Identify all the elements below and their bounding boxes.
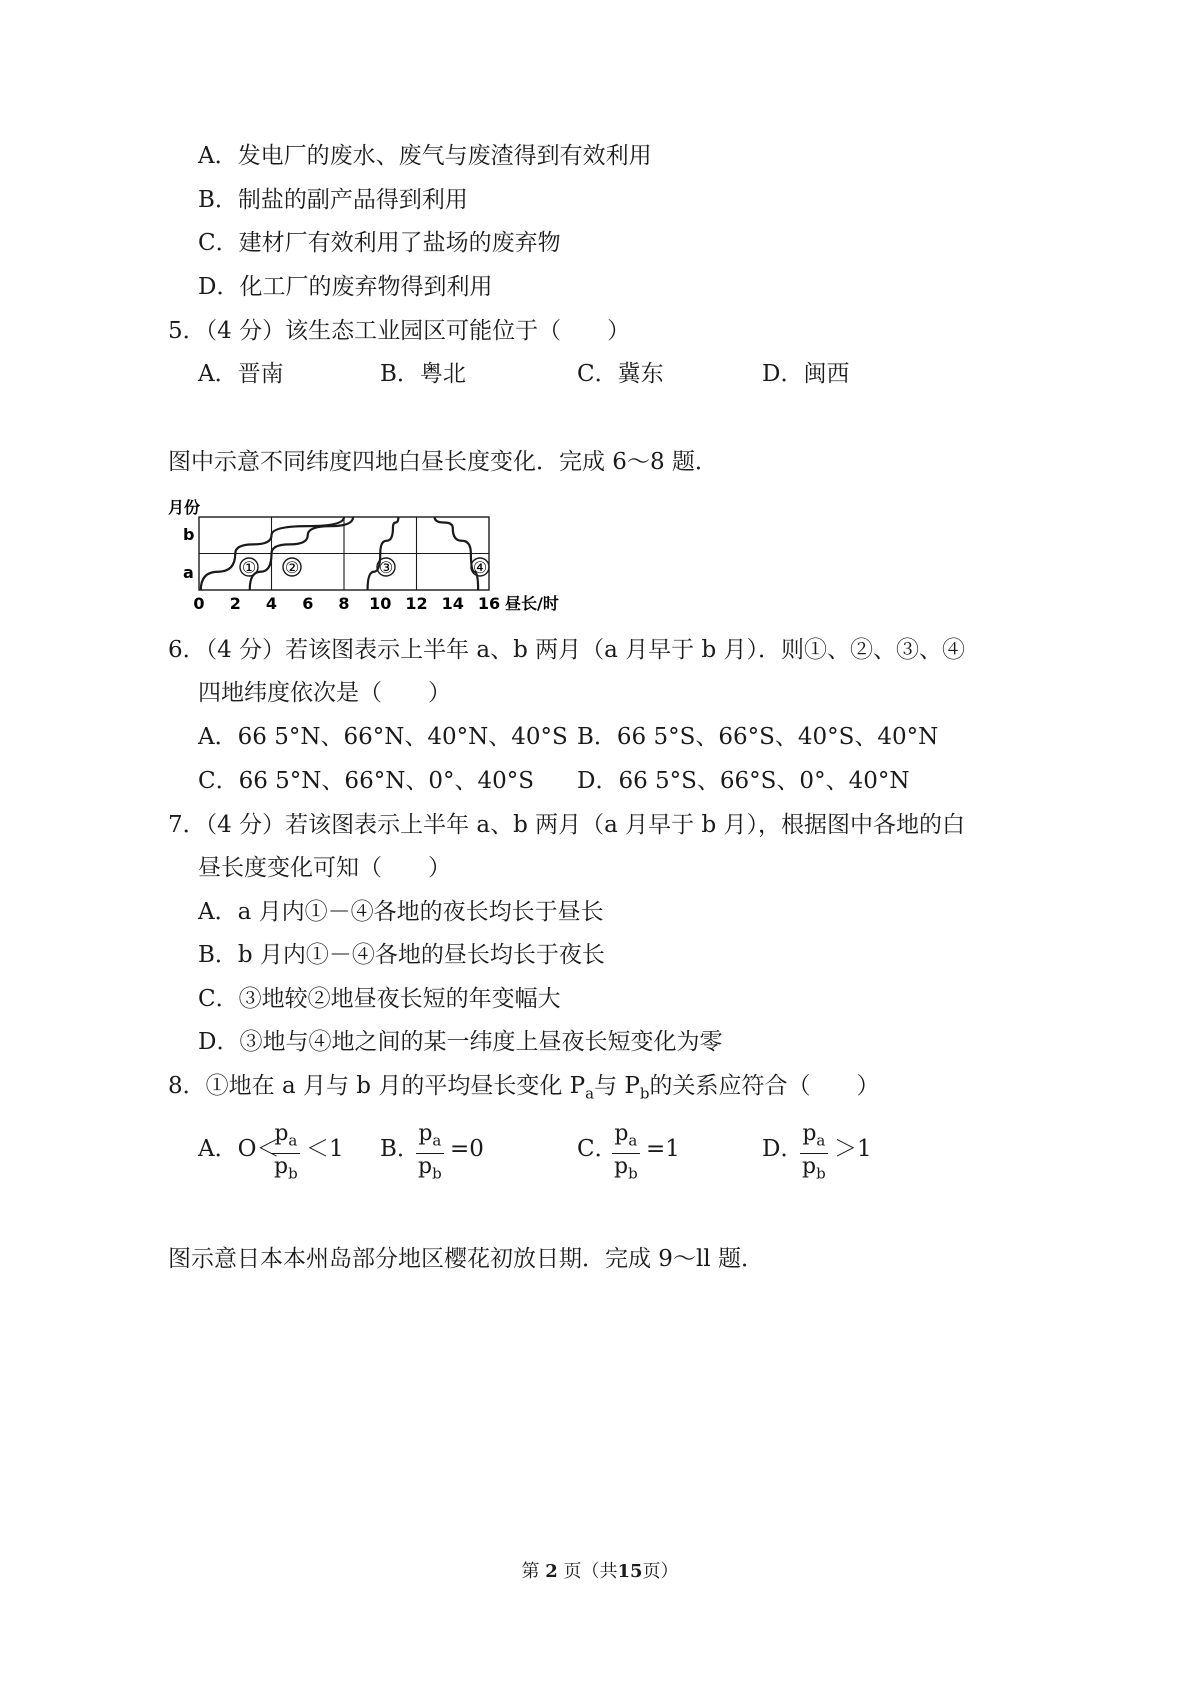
curve-label-3: ③ <box>378 558 394 577</box>
q8-option-b-pre: B． <box>380 1136 420 1162</box>
q5-option-b: B．粤北 <box>380 361 466 387</box>
q8-option-a-pre: A．O＜ <box>198 1136 280 1162</box>
fraction-denominator: $p_b$ <box>274 1154 298 1183</box>
y-axis-title: 月份 <box>168 498 201 517</box>
q5-option-c: C．冀东 <box>577 361 664 387</box>
x-tick-10: 10 <box>369 594 392 613</box>
footer-post: 页） <box>642 1561 679 1582</box>
q8-stem-pre: 8．①地在 a 月与 b 月的平均昼长变化 P <box>168 1073 586 1099</box>
q5-option-a: A．晋南 <box>198 361 284 387</box>
x-tick-labels <box>193 594 500 613</box>
q8-option-a-post: ＜1 <box>306 1136 344 1162</box>
x-tick-8: 8 <box>338 594 350 613</box>
x-tick-6: 6 <box>302 594 314 613</box>
y-tick-a: a <box>183 563 194 582</box>
q8-sub-a: a <box>585 1084 595 1103</box>
q7-option-c: C．③地较②地昼夜长短的年变幅大 <box>198 986 561 1012</box>
day-length-chart <box>165 492 585 617</box>
q5-option-d: D．闽西 <box>762 361 850 387</box>
q8-option-d-pre: D． <box>762 1136 804 1162</box>
fraction-numerator: $p_a$ <box>800 1121 828 1154</box>
q8-stem-post: 的关系应符合（ ） <box>649 1073 880 1099</box>
q6-option-a: A．66 5°N、66°N、40°N、40°S <box>198 724 568 750</box>
x-tick-12: 12 <box>405 594 428 613</box>
x-tick-0: 0 <box>193 594 205 613</box>
q7-option-d: D．③地与④地之间的某一纬度上昼夜长短变化为零 <box>198 1029 723 1055</box>
x-tick-14: 14 <box>441 594 464 613</box>
footer-mid: 页（共 <box>563 1561 618 1582</box>
q4-option-c: C．建材厂有效利用了盐场的废弃物 <box>198 230 561 256</box>
q8-option-b-fraction <box>416 1121 444 1187</box>
q7-stem-line1: 7．（4 分）若该图表示上半年 a、b 两月（a 月早于 b 月），根据图中各地的白 <box>168 812 966 838</box>
q8-option-c-fraction <box>612 1121 640 1187</box>
q4-option-a: A．发电厂的废水、废气与废渣得到有效利用 <box>198 143 652 169</box>
q8-option-b-post: =0 <box>450 1136 484 1162</box>
q8-stem-mid: 与 P <box>594 1073 640 1099</box>
q6-stem-line2: 四地纬度依次是（ ） <box>198 680 451 706</box>
q8-option-d-fraction <box>800 1121 828 1187</box>
q8-option-a-fraction <box>272 1121 300 1187</box>
q5-stem: 5．（4 分）该生态工业园区可能位于（ ） <box>168 318 631 344</box>
curve-label-1: ① <box>241 558 257 577</box>
fraction-numerator: $p_a$ <box>416 1121 444 1154</box>
intro-9-11: 图示意日本本州岛部分地区樱花初放日期．完成 9～ll 题． <box>168 1246 764 1272</box>
footer-total-pages: 15 <box>617 1561 643 1582</box>
x-tick-2: 2 <box>229 594 241 613</box>
x-axis-title: 昼长/时 <box>505 594 559 613</box>
fraction-numerator: $p_a$ <box>612 1121 640 1154</box>
q8-sub-b: b <box>639 1084 650 1103</box>
curve-label-4: ④ <box>472 558 488 577</box>
fraction-denominator: $p_b$ <box>614 1154 638 1183</box>
page-footer <box>0 1560 1200 1584</box>
q7-option-a: A．a 月内①－④各地的夜长均长于昼长 <box>198 899 604 925</box>
q6-option-c: C．66 5°N、66°N、0°、40°S <box>198 768 534 794</box>
curve-labels <box>240 558 489 577</box>
fraction-denominator: $p_b$ <box>418 1154 442 1183</box>
q8-option-c-post: =1 <box>646 1136 680 1162</box>
curve-label-2: ② <box>284 558 300 577</box>
y-tick-b: b <box>183 525 195 544</box>
q4-option-d: D．化工厂的废弃物得到利用 <box>198 274 493 300</box>
fraction-numerator: $p_a$ <box>272 1121 300 1154</box>
fraction-denominator: $p_b$ <box>802 1154 826 1183</box>
q4-option-b: B．制盐的副产品得到利用 <box>198 187 468 213</box>
chart-grid <box>199 517 489 590</box>
x-tick-16: 16 <box>477 594 501 613</box>
q6-option-d: D．66 5°S、66°S、0°、40°N <box>577 768 910 794</box>
q8-option-c-pre: C． <box>577 1136 618 1162</box>
q6-stem-line1: 6．（4 分）若该图表示上半年 a、b 两月（a 月早于 b 月）．则①、②、③、④ <box>168 637 966 663</box>
footer-pre: 第 <box>521 1561 540 1582</box>
footer-page-number: 2 <box>545 1561 558 1582</box>
intro-6-8: 图中示意不同纬度四地白昼长度变化．完成 6～8 题． <box>168 449 718 475</box>
q8-option-d-post: ＞1 <box>834 1136 872 1162</box>
q8-stem <box>168 1071 879 1109</box>
q7-option-b: B．b 月内①－④各地的昼长均长于夜长 <box>198 942 605 968</box>
x-tick-4: 4 <box>265 594 278 613</box>
q7-stem-line2: 昼长度变化可知（ ） <box>198 855 451 881</box>
q6-option-b: B．66 5°S、66°S、40°S、40°N <box>577 724 939 750</box>
